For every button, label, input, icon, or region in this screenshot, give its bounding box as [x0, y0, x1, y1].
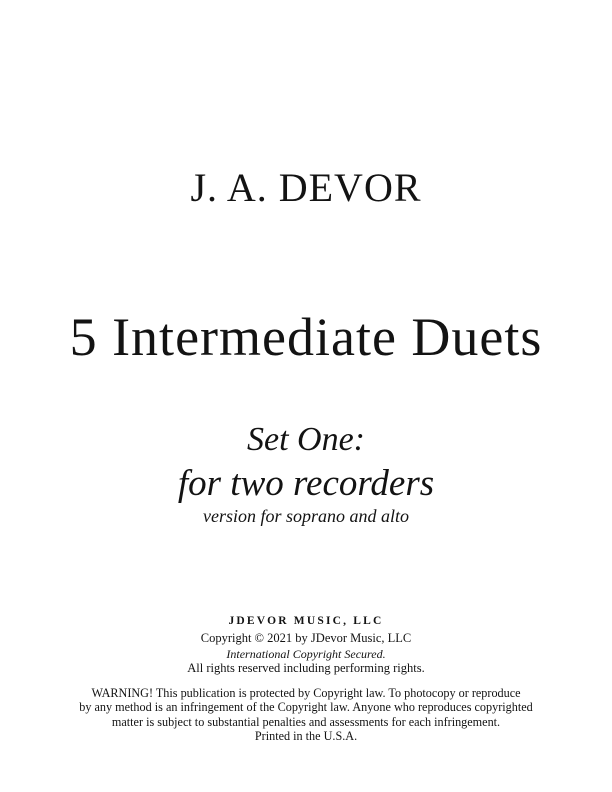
copyright-secured-notice: International Copyright Secured. [226, 647, 386, 661]
copyright-notice: Copyright © 2021 by JDevor Music, LLC [200, 631, 412, 645]
printed-in-usa-notice: Printed in the U.S.A. [254, 729, 358, 743]
subtitle-instrumentation: for two recorders [177, 463, 435, 504]
warning-line: by any method is an infringement of the Copyright law. Anyone who reproduces copyrighted [79, 700, 533, 715]
copyright-warning [0, 686, 612, 729]
publisher-name: JDEVOR MUSIC, LLC [228, 615, 384, 627]
subtitle-set: Set One: [246, 421, 365, 458]
warning-line: WARNING! This publication is protected by Copyright law. To photocopy or reproduce [91, 686, 521, 700]
rights-reserved-notice: All rights reserved including performing rights. [187, 661, 425, 675]
subtitle-version: version for soprano and alto [202, 506, 409, 526]
composer-name: J. A. DEVOR [190, 165, 422, 210]
publication-title: 5 Intermediate Duets [69, 307, 543, 367]
warning-line: matter is subject to substantial penalties and assessments for each infringement. [111, 714, 501, 729]
